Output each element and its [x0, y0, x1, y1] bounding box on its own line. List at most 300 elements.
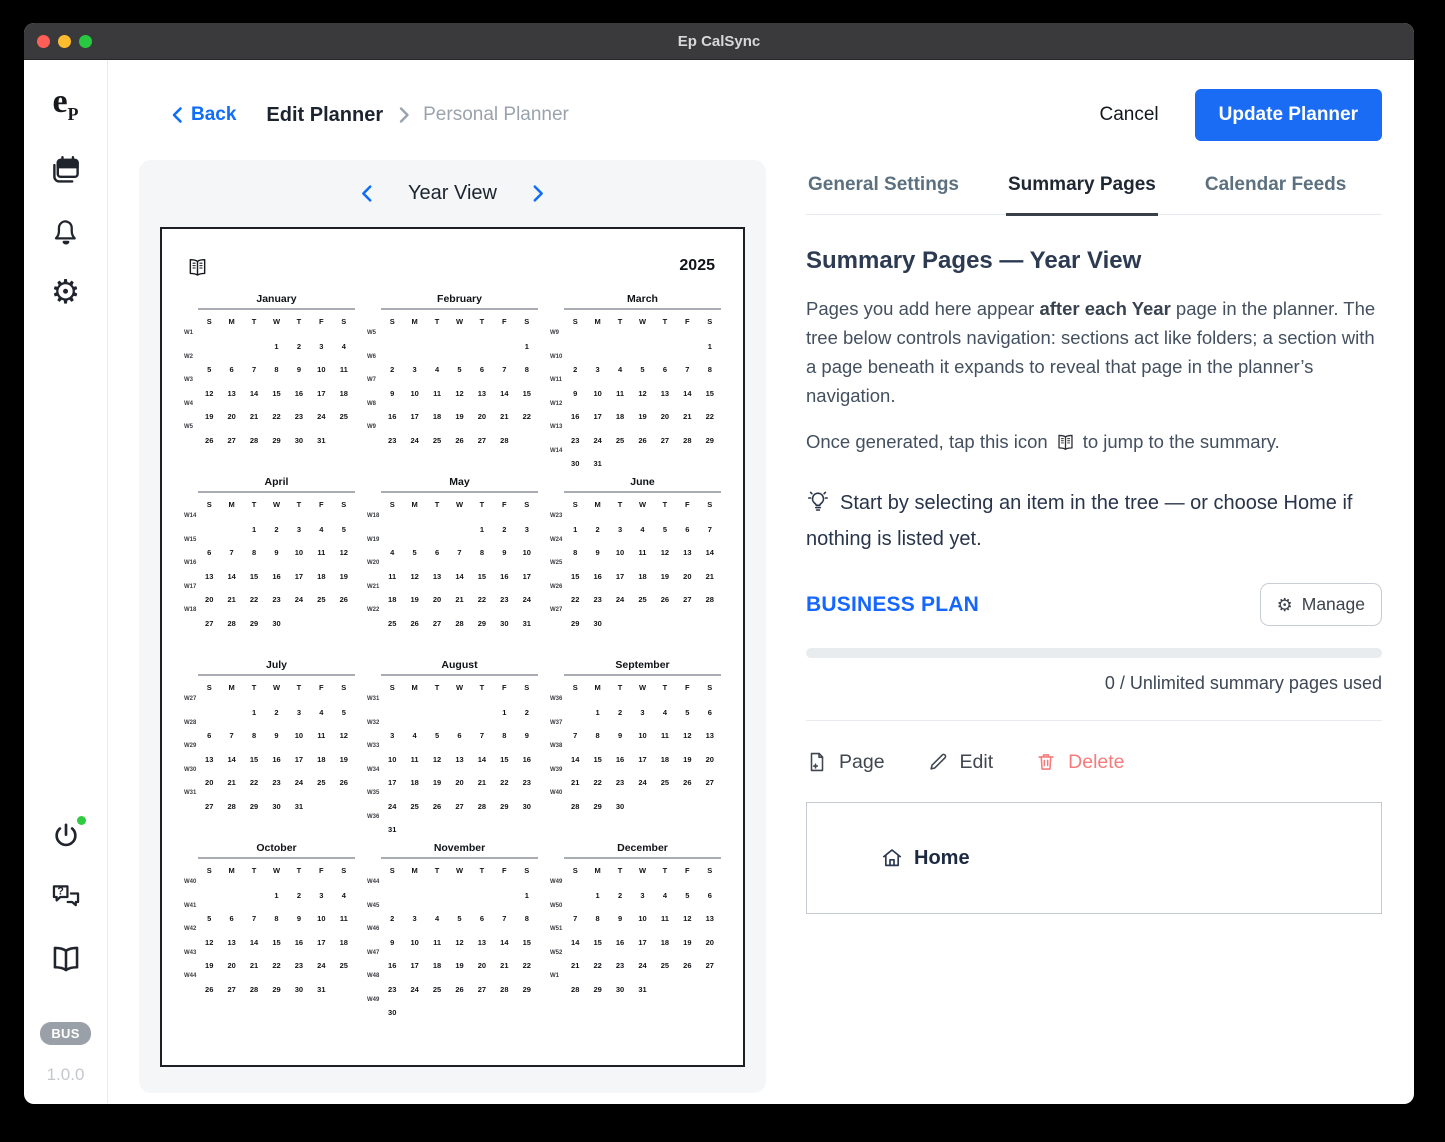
delete-button[interactable]: Delete	[1035, 750, 1124, 774]
day-cell: 22	[522, 961, 531, 970]
day-cell: 3	[640, 707, 645, 717]
week-row	[367, 375, 538, 399]
day-cell: 8	[524, 914, 529, 923]
add-page-button[interactable]: Page	[806, 750, 885, 774]
month-name: November	[433, 842, 486, 854]
weekday-label: T	[479, 866, 485, 875]
weekday-label: T	[662, 866, 668, 875]
day-cell	[631, 811, 653, 812]
day-cell: 29	[705, 435, 714, 445]
planner-calendar-icon[interactable]	[49, 153, 83, 187]
day-cell	[471, 834, 493, 835]
weekday-label: F	[319, 317, 324, 326]
week-number-label: W47	[367, 949, 380, 956]
day-cell: 5	[457, 365, 462, 374]
day-cell: 15	[571, 571, 580, 581]
day-cell: 25	[638, 595, 647, 604]
month-name: March	[627, 293, 658, 305]
day-cell: 10	[410, 388, 419, 398]
day-cell: 1	[251, 707, 257, 717]
weekday-label: T	[617, 317, 623, 326]
day-cell: 28	[571, 984, 580, 994]
day-cell: 29	[571, 618, 580, 628]
day-cell: 9	[595, 548, 600, 557]
day-cell: 8	[502, 731, 507, 740]
day-cell: 14	[227, 754, 236, 764]
day-cell: 21	[571, 778, 580, 787]
day-cell: 18	[339, 937, 348, 947]
day-cell: 29	[477, 618, 487, 628]
weekday-header-row	[367, 680, 538, 694]
month-rule	[381, 308, 538, 310]
week-row	[550, 924, 721, 948]
day-cell: 13	[683, 548, 692, 557]
weekday-label: S	[572, 866, 578, 875]
day-cell: 16	[294, 388, 304, 398]
week-row	[367, 511, 538, 535]
day-cell	[654, 351, 676, 352]
update-planner-button[interactable]: Update Planner	[1195, 89, 1382, 141]
day-cell: 31	[317, 435, 326, 445]
day-cell: 24	[410, 435, 419, 445]
day-cell: 15	[272, 937, 281, 947]
day-cell: 2	[390, 914, 395, 923]
week-number-label: W13	[550, 424, 563, 430]
day-cell: 3	[319, 890, 324, 900]
weekday-label: T	[617, 866, 623, 875]
day-cell: 5	[207, 365, 212, 374]
week-number-label: W18	[367, 513, 380, 519]
day-cell: 10	[593, 388, 602, 398]
week-number-label: W38	[550, 743, 563, 749]
year-months-grid	[184, 293, 721, 1025]
day-cell: 13	[705, 731, 714, 740]
weekday-label: S	[707, 317, 713, 326]
chevron-left-icon	[169, 106, 185, 124]
week-row	[367, 718, 538, 742]
week-row	[550, 558, 721, 582]
day-cell: 25	[317, 778, 326, 787]
day-cell: 27	[205, 618, 214, 628]
day-cell: 21	[455, 595, 464, 604]
month-name: December	[617, 842, 668, 854]
weekday-label: S	[707, 866, 713, 875]
day-cell: 29	[522, 984, 531, 994]
day-cell: 13	[205, 754, 214, 764]
day-cell	[426, 900, 448, 901]
day-cell: 6	[434, 548, 440, 557]
help-chat-icon[interactable]	[49, 880, 83, 914]
settings-gear-icon[interactable]: ⚙︎	[50, 272, 81, 310]
day-cell	[220, 717, 242, 718]
day-cell	[403, 834, 425, 835]
day-cell	[631, 468, 653, 469]
day-cell	[471, 1017, 493, 1018]
weekday-label: T	[617, 683, 623, 692]
week-number-label: W7	[367, 377, 376, 383]
day-cell: 31	[593, 459, 602, 468]
day-cell: 23	[388, 435, 397, 445]
tab-general-settings[interactable]: General Settings	[808, 174, 959, 195]
day-cell: 26	[432, 801, 442, 811]
month-calendar	[184, 476, 355, 659]
day-cell	[448, 1017, 470, 1018]
weekday-label: M	[228, 683, 235, 692]
week-number-label: W23	[550, 513, 563, 519]
day-cell: 5	[685, 890, 690, 900]
week-number-label: W31	[367, 696, 380, 702]
day-cell	[426, 1017, 448, 1018]
day-cell: 4	[412, 731, 417, 740]
weekday-label: T	[434, 317, 440, 326]
power-status-icon[interactable]	[50, 820, 82, 852]
day-cell: 29	[593, 801, 602, 811]
day-cell: 8	[479, 548, 484, 557]
day-cell: 28	[477, 801, 487, 811]
week-row	[367, 901, 538, 925]
day-cell: 8	[595, 914, 600, 923]
day-cell	[654, 628, 676, 629]
day-cell: 26	[660, 595, 670, 604]
day-cell: 18	[388, 595, 397, 604]
day-cell: 11	[433, 388, 442, 398]
day-cell: 22	[477, 595, 487, 604]
day-cell: 24	[294, 778, 304, 787]
day-cell: 23	[272, 778, 281, 787]
week-row	[550, 788, 721, 812]
manage-button[interactable]: ⚙︎ Manage	[1260, 583, 1382, 626]
day-cell: 24	[638, 778, 647, 787]
day-cell: 6	[207, 731, 212, 740]
day-cell: 30	[593, 618, 602, 628]
weekday-label: T	[251, 317, 257, 326]
weekday-label: W	[638, 500, 647, 509]
weekday-label: S	[341, 317, 347, 326]
day-cell: 13	[227, 937, 236, 947]
usage-progress-bar	[806, 648, 1382, 658]
day-cell: 3	[524, 524, 529, 534]
day-cell: 20	[477, 961, 487, 970]
tip-line: Start by selecting an item in the tree — or choose Home if nothing is listed yet.	[806, 487, 1382, 555]
online-status-dot	[77, 816, 86, 825]
day-cell: 10	[638, 731, 647, 740]
day-cell	[403, 900, 425, 901]
weekday-label: T	[434, 500, 440, 509]
docs-book-icon[interactable]	[49, 942, 83, 976]
month-rule	[198, 491, 355, 493]
day-cell	[448, 534, 470, 535]
day-cell: 25	[388, 618, 397, 628]
weekday-label: W	[272, 683, 281, 692]
day-cell: 3	[412, 365, 417, 374]
day-cell: 15	[522, 937, 531, 947]
day-cell: 17	[638, 754, 647, 764]
weekday-label: W	[455, 317, 464, 326]
day-cell	[426, 717, 448, 718]
day-cell: 3	[595, 365, 600, 374]
day-cell: 13	[477, 937, 487, 947]
weekday-label: M	[411, 317, 418, 326]
trash-icon	[1035, 750, 1057, 774]
edit-button[interactable]: Edit	[927, 750, 994, 774]
weekday-label: F	[319, 683, 324, 692]
day-cell: 2	[296, 890, 301, 900]
week-number-label: W44	[184, 973, 197, 979]
weekday-header-row	[550, 680, 721, 694]
cancel-button[interactable]: Cancel	[1099, 104, 1159, 125]
day-cell: 30	[615, 801, 625, 811]
weekday-label: F	[319, 866, 324, 875]
day-cell: 27	[455, 801, 464, 811]
week-row	[367, 535, 538, 559]
day-cell	[381, 534, 403, 535]
week-row	[550, 399, 721, 423]
week-number-spacer	[184, 680, 198, 682]
month-calendar	[367, 659, 538, 842]
day-cell: 24	[522, 595, 531, 604]
day-cell: 15	[272, 388, 281, 398]
day-cell	[493, 834, 515, 835]
month-calendar	[184, 842, 355, 1025]
week-number-label: W39	[550, 766, 563, 773]
week-number-label: W15	[184, 536, 197, 543]
sidebar	[24, 60, 108, 1103]
day-cell: 11	[638, 548, 647, 557]
week-row	[367, 582, 538, 606]
day-cell: 3	[412, 914, 417, 923]
day-cell: 20	[705, 937, 714, 947]
day-cell: 8	[707, 365, 712, 374]
week-number-label: W31	[184, 790, 197, 796]
day-cell	[699, 811, 721, 812]
month-rule	[198, 308, 355, 310]
day-cell: 22	[272, 961, 281, 970]
day-cell: 16	[500, 571, 509, 581]
month-calendar	[367, 293, 538, 476]
day-cell: 2	[390, 365, 395, 374]
tab-calendar-feeds[interactable]: Calendar Feeds	[1204, 174, 1347, 195]
day-cell: 18	[317, 754, 326, 764]
day-cell: 9	[274, 548, 279, 557]
week-number-label: W45	[367, 902, 380, 909]
day-cell	[654, 811, 676, 812]
week-number-label: W35	[367, 790, 380, 796]
day-cell: 6	[685, 524, 690, 534]
month-rule	[381, 857, 538, 859]
day-cell: 8	[274, 914, 279, 923]
weekday-label: S	[206, 500, 212, 509]
day-cell: 5	[341, 707, 346, 717]
week-row	[550, 328, 721, 352]
day-cell: 12	[455, 937, 464, 947]
week-number-label: W36	[367, 813, 380, 820]
day-cell: 16	[615, 754, 625, 764]
day-cell: 1	[707, 341, 712, 351]
day-cell: 18	[615, 412, 625, 421]
tree-item-label: Home	[914, 846, 970, 869]
day-cell: 14	[683, 388, 692, 398]
day-cell: 7	[229, 548, 234, 557]
day-cell: 9	[296, 914, 301, 923]
month-calendar	[367, 842, 538, 1025]
month-rule	[564, 491, 721, 493]
day-cell	[381, 717, 403, 718]
day-cell	[381, 351, 403, 352]
week-row	[367, 924, 538, 948]
day-cell: 30	[294, 435, 304, 445]
day-cell: 28	[227, 618, 236, 628]
day-cell: 23	[571, 435, 580, 445]
week-number-label: W37	[550, 719, 563, 726]
day-cell: 13	[227, 388, 236, 398]
day-cell: 21	[500, 961, 509, 970]
week-number-label: W5	[184, 424, 193, 430]
week-number-label: W11	[550, 377, 563, 383]
week-number-label: W40	[184, 879, 197, 885]
day-cell: 2	[617, 707, 623, 717]
month-rule	[381, 491, 538, 493]
day-cell: 24	[388, 801, 397, 811]
week-row	[367, 877, 538, 901]
description-paragraph: Pages you add here appear after each Year page in the planner. The tree below controls navigation: sections act like folders; a section with a page beneath it expands to reveal that page in the planner’s navigation.	[806, 298, 1376, 406]
day-cell: 9	[390, 388, 395, 398]
weekday-label: W	[455, 500, 464, 509]
week-number-spacer	[550, 497, 564, 499]
day-cell: 27	[227, 984, 236, 994]
day-cell: 20	[705, 754, 714, 764]
week-number-label: W26	[550, 583, 563, 590]
month-rule	[564, 308, 721, 310]
day-cell: 19	[638, 412, 647, 421]
day-cell: 1	[479, 524, 484, 534]
day-cell: 7	[573, 731, 578, 740]
day-cell: 31	[388, 825, 397, 834]
day-cell: 24	[317, 961, 326, 970]
day-cell: 21	[571, 961, 580, 970]
day-cell: 15	[593, 937, 602, 947]
day-cell: 11	[410, 754, 419, 764]
weekday-label: M	[411, 683, 418, 692]
day-cell: 19	[683, 754, 692, 764]
back-button[interactable]: Back	[169, 104, 236, 126]
day-cell: 12	[638, 388, 647, 398]
week-number-label: W41	[184, 902, 197, 909]
day-cell	[586, 351, 608, 352]
day-cell: 28	[227, 801, 236, 811]
weekday-label: S	[572, 317, 578, 326]
weekday-label: M	[594, 866, 601, 875]
month-rule	[381, 674, 538, 676]
notifications-bell-icon[interactable]	[50, 215, 82, 247]
week-number-label: W27	[184, 696, 197, 702]
day-cell: 3	[296, 707, 301, 717]
weekday-label: M	[411, 866, 418, 875]
day-cell: 25	[432, 984, 442, 994]
day-cell: 13	[432, 571, 442, 581]
weekday-label: S	[389, 500, 395, 509]
weekday-label: S	[389, 317, 395, 326]
day-cell: 11	[660, 914, 669, 923]
next-view-chevron-icon[interactable]	[531, 184, 546, 203]
home-icon	[880, 846, 904, 870]
week-row	[184, 924, 355, 948]
day-cell: 20	[477, 412, 487, 421]
week-row	[550, 741, 721, 765]
day-cell: 16	[272, 754, 281, 764]
weekday-label: T	[251, 866, 257, 875]
day-cell: 20	[455, 778, 464, 787]
day-cell: 26	[205, 984, 214, 994]
day-cell: 22	[593, 778, 602, 787]
day-cell: 29	[249, 618, 259, 628]
day-cell	[426, 351, 448, 352]
week-number-label: W44	[367, 879, 380, 885]
previous-view-chevron-icon[interactable]	[359, 184, 374, 203]
tab-summary-pages[interactable]: Summary Pages	[1006, 160, 1158, 216]
week-number-label: W12	[550, 400, 563, 407]
day-cell: 25	[410, 801, 419, 811]
weekday-label: S	[707, 500, 713, 509]
tree-item-home[interactable]	[880, 846, 970, 870]
day-cell: 14	[249, 937, 259, 947]
day-cell	[609, 351, 631, 352]
day-cell: 27	[683, 595, 692, 604]
day-cell	[471, 351, 493, 352]
day-cell: 24	[410, 984, 419, 994]
day-cell: 15	[477, 571, 487, 581]
day-cell: 27	[227, 435, 236, 445]
week-number-label: W29	[184, 743, 197, 749]
day-cell: 3	[617, 524, 623, 534]
day-cell	[676, 994, 698, 995]
week-number-label: W40	[550, 790, 563, 796]
plan-name-link[interactable]: BUSINESS PLAN	[806, 592, 979, 616]
week-number-label: W34	[367, 766, 380, 773]
week-row	[367, 741, 538, 765]
week-row	[184, 718, 355, 742]
day-cell: 19	[455, 412, 464, 421]
day-cell: 26	[683, 778, 692, 787]
month-name: July	[265, 659, 287, 671]
day-cell: 4	[434, 914, 440, 923]
day-cell: 14	[500, 388, 509, 398]
week-number-label: W1	[550, 973, 559, 979]
day-cell: 22	[593, 961, 602, 970]
day-cell: 27	[477, 435, 487, 445]
summary-jump-book-icon[interactable]	[186, 257, 209, 283]
day-cell: 29	[249, 801, 259, 811]
weekday-header-row	[367, 314, 538, 328]
day-cell: 14	[500, 937, 509, 947]
day-cell: 20	[660, 412, 670, 421]
day-cell	[448, 834, 470, 835]
settings-panel	[806, 160, 1382, 1093]
week-number-label: W49	[550, 879, 563, 885]
weekday-header-row	[184, 314, 355, 328]
weekday-header-row	[550, 497, 721, 511]
day-cell: 25	[339, 961, 348, 970]
day-cell: 12	[205, 937, 214, 947]
month-rule	[564, 674, 721, 676]
weekday-label: T	[662, 683, 668, 692]
day-cell: 25	[339, 412, 348, 421]
week-row	[367, 788, 538, 812]
day-cell	[426, 834, 448, 835]
day-cell: 4	[434, 365, 440, 374]
week-number-spacer	[550, 314, 564, 316]
weekday-label: S	[524, 866, 530, 875]
day-cell: 23	[294, 412, 304, 421]
